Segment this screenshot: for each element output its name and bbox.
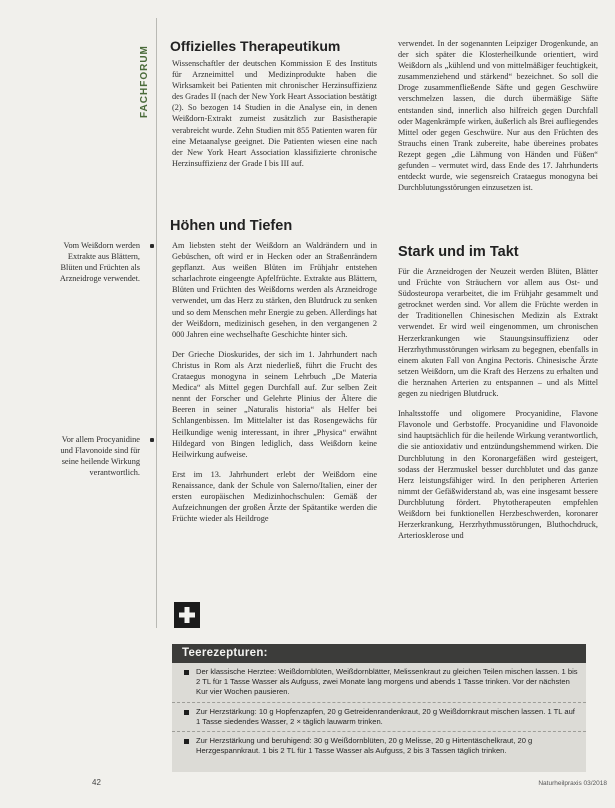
section-label: FACHFORUM bbox=[139, 45, 150, 118]
tea-recipes-title: Teerezepturen: bbox=[172, 644, 586, 663]
recipe-text: Zur Herzstärkung und beruhigend: 30 g Weißdornblüten, 20 g Melisse, 20 g Hirtentäschelkraut, 20 g Herzgespannkraut. 1 bis 2 TL für 1 Tasse Wasser als Aufguss, 2 bis 3 Tassen täglich trinken. bbox=[196, 736, 533, 756]
column-2-top bbox=[398, 38, 598, 202]
paragraph: Erst im 13. Jahrhundert erlebt der Weißdorn eine Renaissance, dank der Schule von Salerno/Italien, einer der ersten europäischen Medizinhochschulen: Gemäß der Aufzeichnungen der großen Ärzte der Spätantike werden die Früchte wieder als Heildroge bbox=[172, 469, 377, 524]
bullet-icon bbox=[184, 670, 189, 675]
column-1-top bbox=[172, 58, 377, 178]
paragraph: Am liebsten steht der Weißdorn an Waldrändern und in Gebüschen, oft wird er in Hecken oder an Straßenrändern gepflanzt. Aus weißen Blüten im Frühjahr entstehen scharlachrote eingeengte Apfelfrüchte. Extrakte aus Blättern, Blüten und Früchten des Weißdorns werden als Arzneidroge verwendet, um das Herz zu stärken, den Blutdruck zu senken und so dem Menschen mehr Energie zu geben. Allerdings hat der Weißdorn, medizinisch gesehen, in den vergangenen 2 000 Jahren eine wechselhafte Geschichte hinter sich. bbox=[172, 241, 377, 339]
recipe-text: Der klassische Herztee: Weißdornblüten, Weißdornblätter, Melissenkraut zu gleichen Teilen mischen lassen. 1 bis 2 TL für 1 Tasse Wasser als Aufguss, zwei Monate lang morgens und abends 1 Tasse trinken. Vor der nächsten Kur vier Wochen pausieren. bbox=[196, 667, 578, 697]
heading-stark-takt: Stark und im Takt bbox=[398, 244, 519, 260]
paragraph: Der Grieche Dioskurides, der sich im 1. Jahrhundert nach Christus in Rom als Arzt niederließ, führt die Frucht des Crataegus monogyna in seinem Lehrbuch „De Materia Medica“ als Mittel gegen Durchfall auf. Zur selben Zeit nennt der Forscher und Gelehrte Plinius der Ältere die Beeren in seiner „Naturalis historia“ als Helfer bei Schlangenbissen. Im Mittelalter ist das Rosengewächs für Heilkundige wenig interessant, in ihrer „Physica“ erwähnt Hildegard von Bingen lediglich, dass Weißdorn keine Heilwirkung aufweise. bbox=[172, 349, 377, 459]
heading-therapeutikum: Offizielles Therapeutikum bbox=[170, 38, 341, 54]
list-item bbox=[184, 707, 578, 727]
margin-marker bbox=[150, 438, 154, 442]
paragraph: Wissenschaftler der deutschen Kommission E des Instituts für Arzneimittel und Medizinprodukte haben die Wirksamkeit bei Patienten mit chronischer Herzinsuffizienz des Grades II (nach der New York Heart Association bestätigt (2). So bezogen 14 Studien in die Analyse ein, in denen Weißdorn-Extrakt zumeist zusätzlich zur Basistherapie verabreicht wurde. Zehn Studien mit 855 Patienten waren für eine Metaanalyse geeignet. Die Patienten wiesen eine nach der New York Heart Association klassifizierte chronische Herzinsuffizienz der Grade I bis III auf. bbox=[172, 59, 377, 168]
tea-recipes-box bbox=[172, 644, 586, 772]
paragraph: Inhaltsstoffe und oligomere Procyanidine, Flavone Flavonole und Gerbstoffe. Procyanidine und Flavonoide sind hauptsächlich für die heilende Wirkung verantwortlich, die sie antioxidativ und entzündungshemmend wirken. Die Durchblutung in den Koronargefäßen wird gesteigert, sodass der Herzmuskel besser durchblutet und das ganze Herz leistungsfähiger wird. In den peripheren Arterien nimmt der Gefäßwiderstand ab, was eine insgesamt bessere Durchblutung fördert. Phytotherapeuten empfehlen Weißdorn bei funktionellen Herzbeschwerden, koronarer Herzerkrankung, Herzrhythmusstörungen, Bluthochdruck, Arteriosklerose und bbox=[398, 409, 598, 541]
plus-icon bbox=[174, 602, 200, 628]
recipe-text: Zur Herzstärkung: 10 g Hopfenzapfen, 20 g Getreidenrandenkraut, 20 g Weißdornkraut mischen lassen. 1 TL auf 1 Tasse siedendes Wasser, 2 × täglich lauwarm trinken. bbox=[196, 706, 575, 726]
column-1-body bbox=[172, 240, 377, 533]
paragraph: verwendet. In der sogenannten Leipziger Drogenkunde, an der sich später die Klosterheilkunde orientiert, wird Weißdorn als „kühlend und von mittelmäßiger feuchtigkeit, zusammenziehend und stärkend“ bezeichnet. So soll die Droge zusammenfließende Säfte und gegen Geschwüre verschmelzen lassen, die durch übermäßige Säfte entstanden sind, innerlich also hilfreich gegen Durchfall oder Magenkrämpfe wirken, äußerlich als Brei aufliegendes Mittel oder gegen Geschwüre. Nur aus den Früchten des Strauchs einen Trank zubereite, habe übereines probates Rezept gegen „die Lähmung von Händen und Füßen“ gefunden – vermutet wird, dass Ende des 17. Jahrhunderts entdeckt wurde, wie segensreich Crataegus monogyna bei Durchblutungsstörungen einzusetzen ist. bbox=[398, 39, 598, 193]
list-item bbox=[184, 736, 578, 756]
paragraph: Für die Arzneidrogen der Neuzeit werden Blüten, Blätter und Früchte von Sträuchern vor allem aus Ost- und Südosteuropa verarbeitet, die im Frühjahr gesammelt und getrocknet werden sind. Vor allem die Früchte werden in der Traditionellen Chinesischen Medizin als Extrakt verwendet. Er wird weil eingenommen, um chronischen Herzerkrankungen wie Stauungsinsuffizienz oder Herzrhythmusstörungen wirksam zu begegnen, ebenfalls in einem akuten Fall von Angina Pectoris. Chinesische Ärzte setzen Weißdorn, um die Kraft des Herzens zu erhalten und die herznahen Arterien zu entspannen – und als Mittel gegen zu niedrigen Blutdruck. bbox=[398, 267, 598, 399]
margin-note-2: Vor allem Procyanidine und Flavonoide sind für seine heilende Wirkung verantwortlich. bbox=[60, 435, 140, 477]
heading-hoehen-tiefen: Höhen und Tiefen bbox=[170, 218, 293, 234]
margin-marker bbox=[150, 244, 154, 248]
column-2-body bbox=[398, 266, 598, 550]
page-number: 42 bbox=[92, 778, 101, 787]
tea-recipes-list bbox=[172, 663, 586, 756]
footer-brand: Naturheilpraxis 03/2018 bbox=[538, 780, 607, 787]
bullet-icon bbox=[184, 739, 189, 744]
list-item bbox=[184, 667, 578, 698]
bullet-icon bbox=[184, 710, 189, 715]
margin-note-1: Vom Weißdorn werden Extrakte aus Blättern, Blüten und Früchten als Arzneidroge verwendet. bbox=[59, 241, 140, 283]
column-divider bbox=[156, 18, 157, 628]
